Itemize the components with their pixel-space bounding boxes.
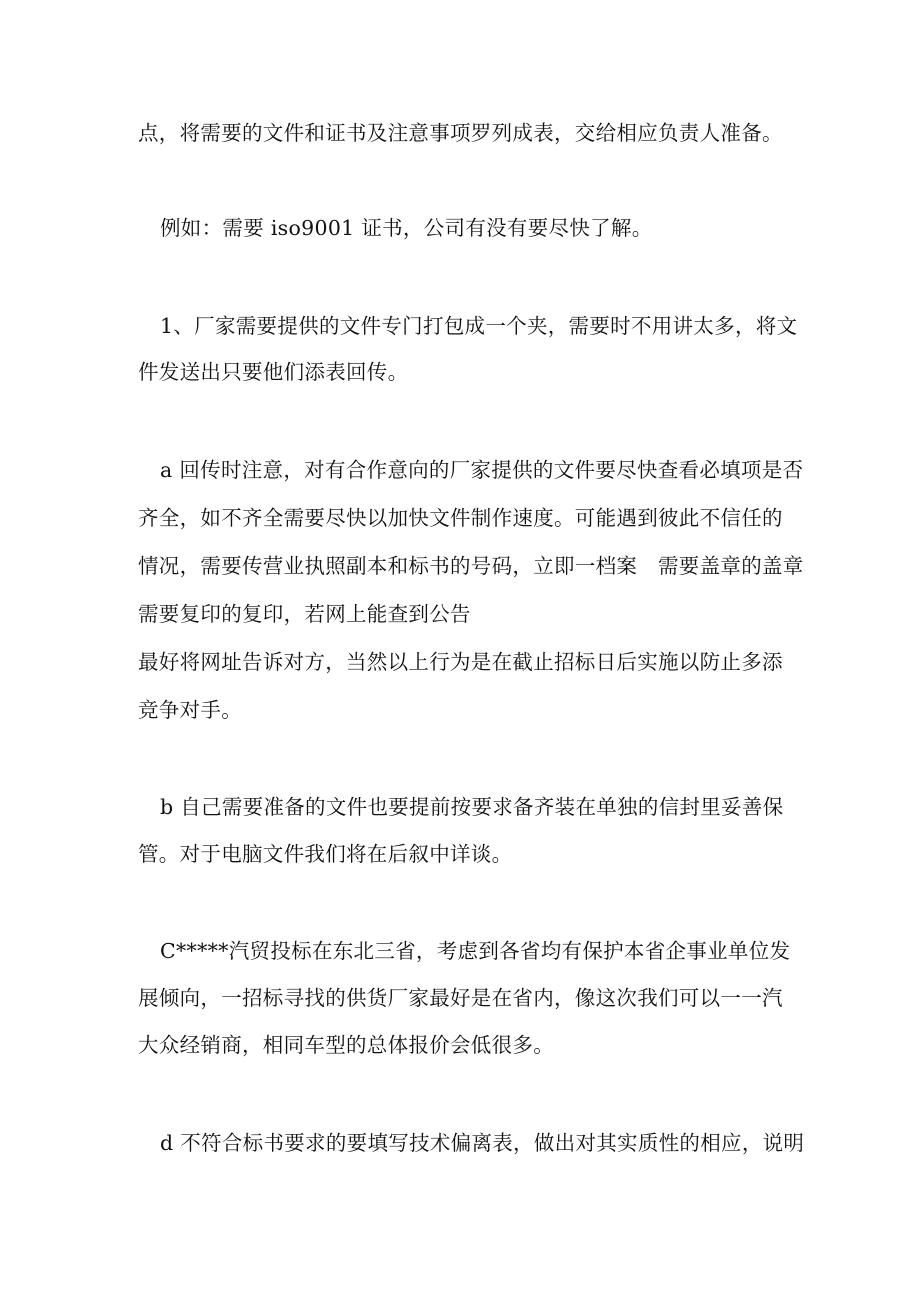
paragraph-1-line-1: 点，将需要的文件和证书及注意事项罗列成表，交给相应负责人准备。 [138, 121, 783, 145]
paragraph-6-line-2: 展倾向，一招标寻找的供货厂家最好是在省内，像这次我们可以一一汽 [138, 986, 783, 1010]
paragraph-5-line-2: 管。对于电脑文件我们将在后叙中详谈。 [138, 842, 513, 866]
paragraph-7-line-1: d 不符合标书要求的要填写技术偏离表，做出对其实质性的相应，说明 [160, 1131, 805, 1155]
paragraph-4-line-2: 齐全，如不齐全需要尽快以加快文件制作速度。可能遇到彼此不信任的 [138, 506, 783, 530]
paragraph-6-line-3: 大众经销商，相同车型的总体报价会低很多。 [138, 1033, 554, 1057]
paragraph-2-line-1: 例如：需要 iso9001 证书，公司有没有要尽快了解。 [160, 216, 653, 240]
paragraph-4-line-5: 最好将网址告诉对方，当然以上行为是在截止招标日后实施以防止多添 [138, 650, 783, 674]
paragraph-6-line-1: C*****汽贸投标在东北三省，考虑到各省均有保护本省企事业单位发 [160, 939, 791, 963]
paragraph-3-line-1: 1、厂家需要提供的文件专门打包成一个夹，需要时不用讲太多，将文 [160, 314, 798, 338]
paragraph-4-line-4: 需要复印的复印，若网上能查到公告 [138, 602, 471, 626]
paragraph-3-line-2: 件发送出只要他们添表回传。 [138, 360, 409, 384]
paragraph-4-line-3: 情况，需要传营业执照副本和标书的号码，立即一档案 需要盖章的盖章 [138, 554, 804, 578]
paragraph-5-line-1: b 自己需要准备的文件也要提前按要求备齐装在单独的信封里妥善保 [160, 795, 784, 819]
paragraph-4-line-1: a 回传时注意，对有合作意向的厂家提供的文件要尽快查看必填项是否 [160, 458, 804, 482]
paragraph-4-line-6: 竞争对手。 [138, 698, 242, 722]
